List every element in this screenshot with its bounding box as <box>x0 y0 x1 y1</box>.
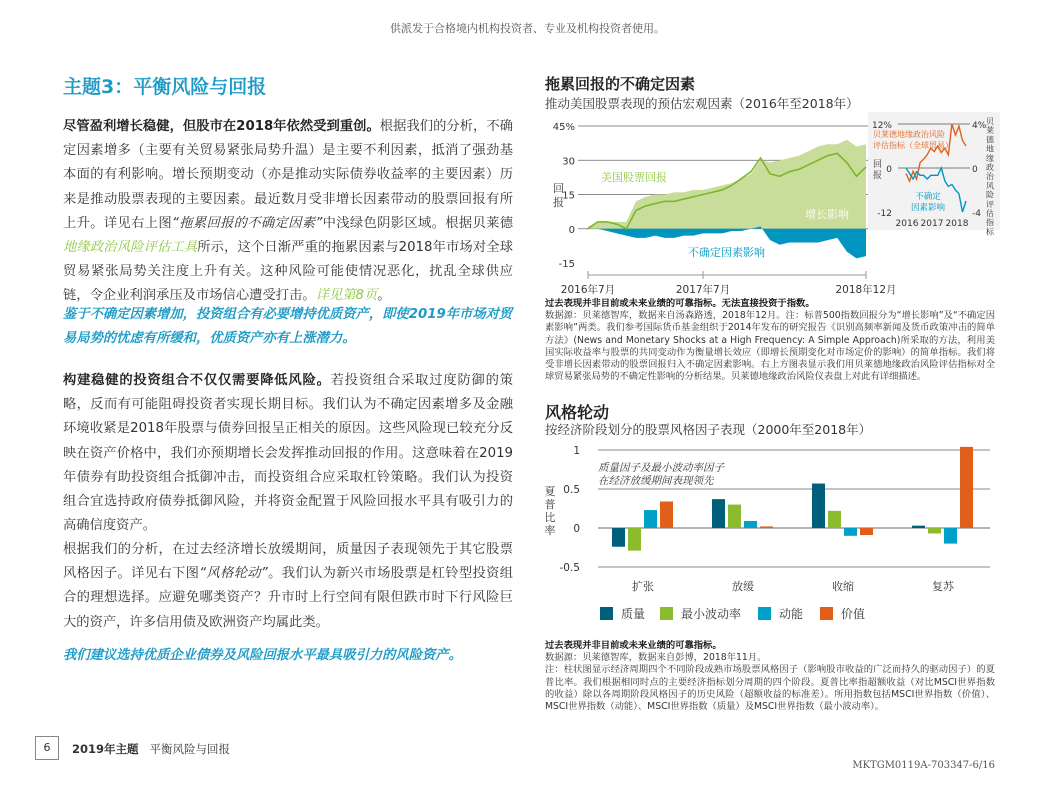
inset-x-label: 2017 <box>920 219 944 229</box>
x-category-label: 扩张 <box>632 580 654 593</box>
chart1-title: 拖累回报的不确定因素 <box>545 75 696 93</box>
footer-section-title: 2019年主题 <box>72 742 139 756</box>
style-rotation-chart <box>540 440 1000 600</box>
inset-title: 贝莱德地缘政治风险 <box>873 130 945 139</box>
body-text: 若投资组合采取过度防御的策略，反而有可能阻碍投资者实现长期目标。我们认为不确定因素增多及金融环境收紧是2018年股票与债券回报呈正相关的原因。这些风险现已较充分反映在资产价格中，我们亦预期增长会发挥推动回报的作用。这意味着在2019年债券有助投资组合抵御冲击，而投资组合应采取杠铃策略。我们认为投资组合宜选持政府债券抵御风险，并将资金配置于风险回报水平具有吸引力的高确信度资产。 <box>63 373 513 534</box>
bar-最小波动率 <box>628 528 641 551</box>
y-axis-label: 报 <box>553 196 564 209</box>
y-axis-label: 比 <box>544 511 556 524</box>
y-tick-label: 15 <box>562 190 575 202</box>
geopolitical-tool-link[interactable]: 地缘政治风险评估工具 <box>63 240 198 256</box>
legend-item <box>660 605 741 622</box>
x-tick-label: 2016年7月 <box>560 284 616 296</box>
y-axis-label: 回 <box>553 182 564 195</box>
chart-annotation: 在经济放缓期间表现领先 <box>598 475 714 487</box>
page-title: 主题3：平衡风险与回报 <box>63 76 267 98</box>
legend-label: 价值 <box>841 607 866 621</box>
inset-x-label: 2016 <box>895 219 919 229</box>
chart2-notes <box>545 640 995 713</box>
y-tick-label: 30 <box>562 156 575 168</box>
inset-right-tick: 0 <box>972 165 978 175</box>
x-tick-label: 2018年12月 <box>835 284 897 296</box>
chart-annotation: 质量因子及最小波动率因子 <box>598 462 724 474</box>
style-paragraph <box>63 538 513 635</box>
inset-right-label: 风 <box>986 181 994 191</box>
x-category-label: 收缩 <box>832 580 854 593</box>
see-page-link[interactable]: 详见第8页 <box>315 288 378 304</box>
bar-质量 <box>912 526 925 528</box>
inset-right-label: 估 <box>986 209 994 218</box>
bar-价值 <box>960 447 973 528</box>
legend-label: 最小波动率 <box>681 607 742 621</box>
x-category-label: 放缓 <box>732 580 754 593</box>
y-tick-label: 0.5 <box>563 484 580 496</box>
chart-reference: “风格轮动” <box>199 566 268 582</box>
inset-left-tick: 12% <box>871 121 892 131</box>
body-text: 所示，这个日渐严重的拖累因素与2018年市场对全球贸易紧张局势关注度上升有关。这种风险可能使情况恶化，扰乱全球供应链，令企业利润承压及市场信心遭受打击。 <box>63 240 514 304</box>
page-number: 6 <box>35 736 59 760</box>
legend-label: 动能 <box>779 607 804 621</box>
growth-impact-label: 增长影响 <box>805 208 849 221</box>
body-text: 根据我们的分析，在过去经济增长放缓期间，质量因子表现领先于其它股票风格因子。详见右下图 <box>63 542 513 582</box>
y-tick-label: -15 <box>558 259 575 270</box>
x-category-label: 复苏 <box>932 580 954 593</box>
inset-right-label: 莱 <box>986 126 994 136</box>
body-text: 。我们认为新兴市场股票是杠铃型投资组合的理想选择。应避免哪类资产？升市时上行空间有限但跌市时下行风险巨大的资产，许多信用债及欧洲资产均属此类。 <box>63 566 514 630</box>
inset-left-label: 报 <box>873 171 883 181</box>
legend-swatch <box>820 607 833 620</box>
y-axis-label: 普 <box>544 498 556 511</box>
legend-item <box>820 605 865 622</box>
callout-recommendation: 我们建议选持优质企业债券及风险回报水平最具吸引力的风险资产。 <box>63 648 462 663</box>
y-axis-label: 率 <box>544 524 556 537</box>
chart1-subtitle: 推动美国股票表现的预估宏观因素（2016年至2018年） <box>545 96 859 111</box>
legend-swatch <box>660 607 673 620</box>
uncertainty-impact-label: 不确定因素影响 <box>688 246 765 259</box>
disclaimer: 过去表现并非目前或未来业绩的可靠指标。 <box>545 640 722 651</box>
legend-swatch <box>600 607 613 620</box>
bar-最小波动率 <box>828 511 841 528</box>
body-text: 。 <box>377 288 391 304</box>
bar-价值 <box>760 526 773 528</box>
legend-item <box>600 605 645 622</box>
chart2-title: 风格轮动 <box>545 403 610 422</box>
bar-质量 <box>712 499 725 528</box>
inset-right-label: 指 <box>986 218 994 228</box>
inset-right-label: 标 <box>986 227 994 237</box>
distribution-note: 供派发于合格境内机构投资者、专业及机构投资者使用。 <box>390 22 665 35</box>
bar-质量 <box>812 484 825 528</box>
intro-paragraph <box>63 115 513 309</box>
callout-quality-assets: 鉴于不确定因素增加，投资组合有必要增持优质资产，即使2019年市场对贸易局势的忧虑有所缓和，优质资产亦有上涨潜力。 <box>63 307 513 347</box>
inset-right-label: 治 <box>986 172 994 182</box>
document-code: MKTGM0119A-703347-6/16 <box>852 760 995 771</box>
y-axis-label: 夏 <box>544 485 556 498</box>
lead-sentence: 尽管盈利增长稳健，但股市在2018年依然受到重创。 <box>63 119 380 134</box>
y-tick-label: 0 <box>568 224 575 236</box>
inset-uncertainty-label: 不确定 <box>915 192 941 202</box>
body-text: 根据我们的分析，不确定因素增多（主要有关贸易紧张局势升温）是主要不利因素，抵消了强劲基本面的有利影响。增长预期变动（亦是推动实际债券收益率的主要因素）历来是推动股票表现的主要因素。最近数月受非增长因素带动的股票回报有所上升。详见右上图 <box>63 119 513 231</box>
legend-label: 质量 <box>621 607 646 621</box>
legend-item <box>758 605 803 622</box>
chart-note: 注：柱状图显示经济周期四个不同阶段成熟市场股票风格因子（影响股市收益的广泛而持久的驱动因子）的夏普比率。我们根据相同时点的主要经济指标划分周期的四个阶段。夏普比率指超额收益（对比MSCI世界指数的收益）除以各周期阶段风格因子的历史风险（超额收益的标准差）。所用指数包括MSCI世界指数（价值）、MSCI世界指数（动能）、MSCI世界指数（质量）及MSCI世界指数（最小波动率）。 <box>545 664 995 713</box>
bar-质量 <box>612 528 625 547</box>
inset-right-label: 德 <box>986 135 994 145</box>
legend-swatch <box>758 607 771 620</box>
portfolio-paragraph <box>63 369 513 538</box>
y-tick-label: 0 <box>573 523 580 535</box>
inset-right-label: 缘 <box>986 153 994 163</box>
inset-left-tick: -12 <box>877 209 892 219</box>
source-note: 数据源：贝莱德智库，数据来自彭博，2018年11月。 <box>545 652 767 664</box>
footer-section <box>72 741 230 757</box>
inset-right-label: 贝 <box>986 117 994 126</box>
lead-sentence: 构建稳健的投资组合不仅仅需要降低风险。 <box>63 373 331 388</box>
bar-动能 <box>844 528 857 536</box>
chart1-notes <box>545 298 995 383</box>
y-tick-label: -0.5 <box>559 562 580 574</box>
bar-最小波动率 <box>728 505 741 528</box>
x-tick-label: 2017年7月 <box>675 284 731 296</box>
equity-return-label: 美国股票回报 <box>601 171 667 184</box>
inset-right-label: 评 <box>986 199 994 209</box>
inset-right-label: 地 <box>986 144 994 154</box>
inset-left-label: 回 <box>873 160 883 170</box>
chart2-subtitle: 按经济阶段划分的股票风格因子表现（2000年至2018年） <box>545 422 872 437</box>
chart-reference: “拖累回报的不确定因素” <box>171 215 323 231</box>
inset-right-label: 险 <box>986 190 994 200</box>
bar-动能 <box>644 510 657 528</box>
inset-right-tick: -4 <box>972 209 981 219</box>
inset-right-tick: 4% <box>972 121 987 131</box>
inset-title: 评估指标（全球贸易） <box>873 141 953 150</box>
bar-价值 <box>660 501 673 528</box>
y-tick-label: 1 <box>573 445 580 457</box>
body-text: 中浅绿色阴影区域。根据贝莱德 <box>322 215 514 231</box>
inset-right-label: 政 <box>986 163 994 172</box>
footer-subsection: 平衡风险与回报 <box>149 742 230 756</box>
inset-uncertainty-label: 因素影响 <box>910 203 946 213</box>
bar-动能 <box>944 528 957 544</box>
disclaimer: 过去表现并非目前或未来业绩的可靠指标。无法直接投资于指数。 <box>545 298 815 309</box>
bar-动能 <box>744 521 757 528</box>
source-note: 数据源：贝莱德智库，数据来自汤森路透，2018年12月。注：标普500指数回报分为“增长影响”及“不确定因素影响”两类。我们参考国际货币基金组织于2014年发布的研究报告《识别高频率新闻及货币政策冲击的简单方法》(News and Monetary Shocks at a High Frequency: A Simple Approach)所采取的方法，利用美国实际收益率与股票的共同变动作为衡量增长效应（即增长预期变化对市场定价的影响）的简单指标。我们将受非增长因素带动的股票回报归入不确定因素影响。右上方图表显示我们用贝莱德地缘政治风险评估指标对全球贸易紧张局势的不确定性影响的分析结果。贝莱德地缘政治风险仪表盘上对此有详细描述。 <box>545 310 995 383</box>
y-tick-label: 45% <box>552 122 575 133</box>
inset-left-tick: 0 <box>886 165 892 175</box>
uncertainty-chart <box>540 112 1000 297</box>
inset-x-label: 2018 <box>945 219 969 229</box>
bar-最小波动率 <box>928 528 941 533</box>
bar-价值 <box>860 528 873 535</box>
